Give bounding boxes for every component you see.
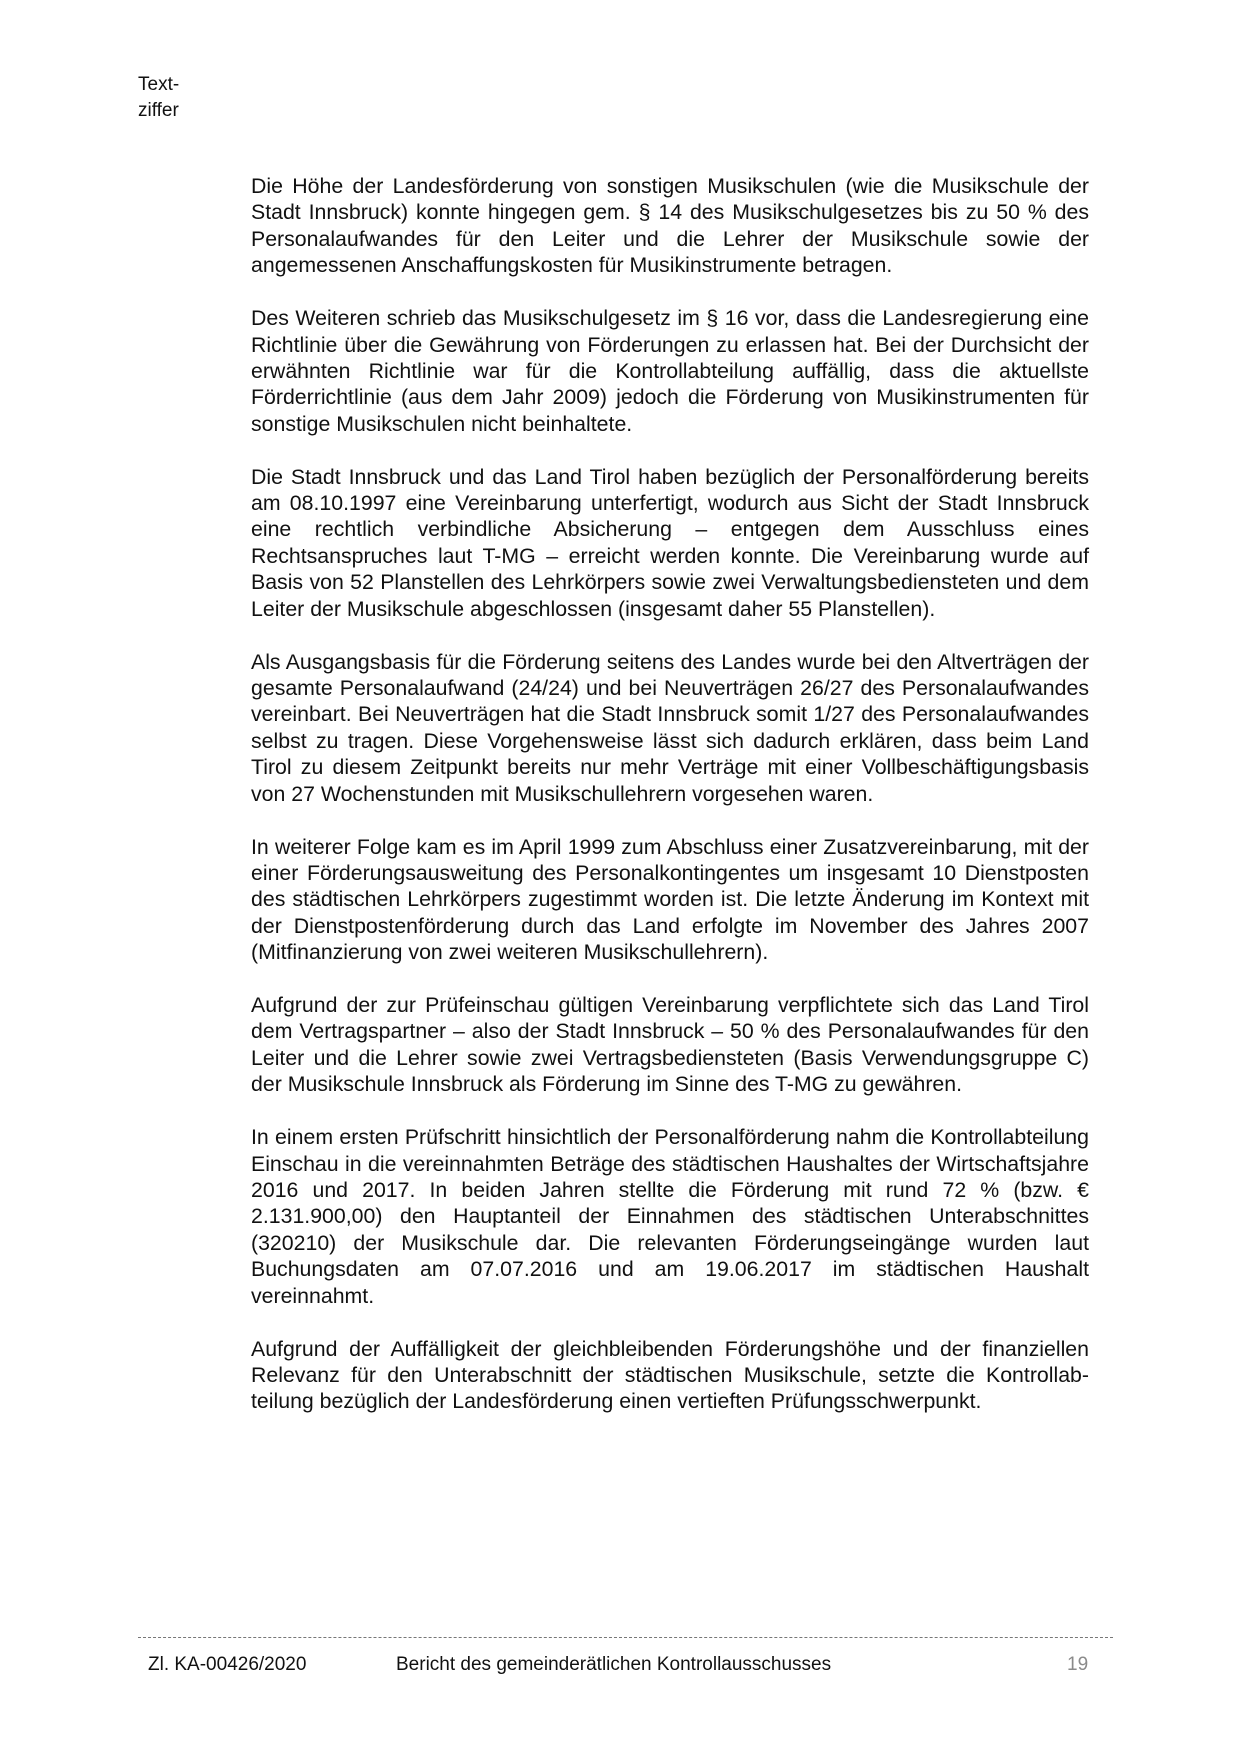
footer-report-title: Bericht des gemeinderätlichen Kontrollausschusses: [396, 1654, 832, 1675]
paragraph-zusatzvereinbarung: In weiterer Folge kam es im April 1999 zum Abschluss einer Zusatzvereinbarung, mit der einer Förderungsausweitung des Personalkontingentes um insgesamt 10 Dienstposten des städtischen Lehrkörpers zugestimmt worden ist. Die letzte Änderung im Kontext mit der Dienstpostenförderung durch das Land erfolgte im November des Jahres 2007 (Mitfinanzierung von zwei weiteren Musikschullehrern).: [251, 834, 1089, 965]
paragraph-verpflichtung-land: Aufgrund der zur Prüfeinschau gültigen Vereinbarung verpflichtete sich das Land Tirol dem Vertragspartner – also der Stadt Innsbruck – 50 % des Personalaufwandes für den Leiter und die Lehrer sowie zwei Vertragsbediensteten (Basis Verwendungsgruppe C) der Musikschule Innsbruck als Förderung im Sinne des T-MG zu gewähren.: [251, 993, 1089, 1097]
footer-divider: [138, 1637, 1113, 1638]
page-number: 19: [1067, 1654, 1089, 1675]
paragraph-pruefschritt: In einem ersten Prüfschritt hinsichtlich der Personalförderung nahm die Kontrollabteilung Einschau in die vereinnahmten Beträge des städtischen Haushaltes der Wirtschaftsjahre 2016 und 2017. In beiden Jahren stellte die Förderung mit rund 72 % (bzw. € 2.131.900,00) den Hauptanteil der Einnahmen des städtischen Unterabschnittes (320210) der Musikschule dar. Die relevanten Förderungseingänge wurden laut Buchungsdaten am 07.07.2016 und am 19.06.2017 im städtischen Haushalt vereinnahmt.: [251, 1125, 1089, 1308]
margin-label-line-1: Text-: [138, 74, 180, 95]
footer-reference: Zl. KA-00426/2020: [148, 1654, 307, 1675]
paragraph-ausgangsbasis: Als Ausgangsbasis für die Förderung seitens des Landes wurde bei den Altverträgen der gesamte Personalaufwand (24/24) und bei Neuverträgen 26/27 des Personalaufwandes vereinbart. Bei Neuverträgen hat die Stadt Innsbruck somit 1/27 des Personalaufwandes selbst zu tragen. Diese Vorgehensweise lässt sich dadurch erklären, dass beim Land Tirol zu diesem Zeitpunkt bereits nur mehr Verträge mit einer Vollbeschäftigungsbasis von 27 Wochenstunden mit Musikschullehrern vorgesehen waren.: [251, 649, 1089, 806]
paragraph-foerderhoehe: Die Höhe der Landesförderung von sonstigen Musikschulen (wie die Musikschule der Stadt Innsbruck) konnte hingegen gem. § 14 des Musikschulgesetzes bis zu 50 % des Personalaufwandes für den Leiter und die Lehrer der Musikschule sowie der angemessenen Anschaffungskosten für Musikinstrumente betragen.: [251, 174, 1089, 278]
paragraph-richtlinie: Des Weiteren schrieb das Musikschulgesetz im § 16 vor, dass die Landesregierung eine Richtlinie über die Gewährung von Förderungen zu erlassen hat. Bei der Durchsicht der erwähnten Richtlinie war für die Kontrollabteilung auffällig, dass die aktuellste Förderrichtlinie (aus dem Jahr 2009) jedoch die Förderung von Musikinstrumenten für sonstige Musikschulen nicht beinhaltete.: [251, 306, 1089, 436]
margin-label-textziffer: [138, 72, 179, 124]
body-text: [251, 173, 1089, 1441]
paragraph-pruefungsschwerpunkt: Aufgrund der Auffälligkeit der gleichbleibenden Förderungshöhe und der finanziellen Relevanz für den Unterabschnitt der städtischen Musikschule, setzte die Kontrollabteilung bezüglich der Landesförderung einen vertieften Prüfungsschwerpunkt.: [251, 1336, 1089, 1414]
paragraph-vereinbarung-1997: Die Stadt Innsbruck und das Land Tirol haben bezüglich der Personalförderung bereits am 08.10.1997 eine Vereinbarung unterfertigt, wodurch aus Sicht der Stadt Innsbruck eine rechtlich verbindliche Absicherung – entgegen dem Ausschluss eines Rechtsanspruches laut T-MG – erreicht werden konnte. Die Vereinbarung wurde auf Basis von 52 Planstellen des Lehrkörpers sowie zwei Verwaltungsbediensteten und dem Leiter der Musikschule abgeschlossen (insgesamt daher 55 Planstellen).: [251, 464, 1089, 621]
margin-label-line-2: ziffer: [138, 100, 179, 121]
